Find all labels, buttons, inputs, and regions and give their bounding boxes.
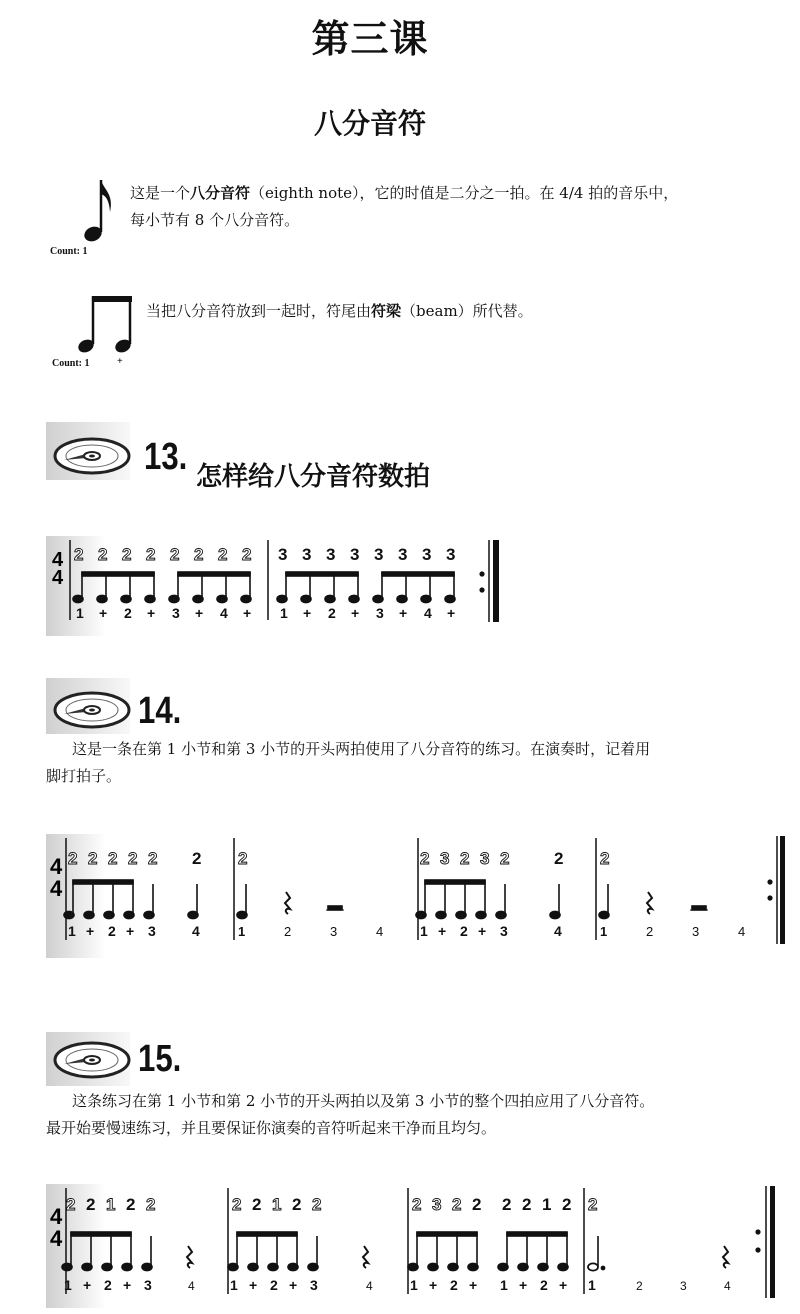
count: 2 [104,1277,112,1293]
counts-m4 [588,1277,731,1293]
count: + [126,923,135,939]
notes-m2 [237,884,344,919]
cd-icon[interactable] [52,690,132,730]
finger-number: 2 [252,1195,262,1214]
count-label: Count: 1 [52,358,90,369]
finger-number: 2 [588,1195,598,1214]
finger-numbers-m2 [278,545,455,564]
count: 3 [680,1279,687,1293]
beamed-eighth-notes-icon [68,294,134,356]
count: + [399,605,408,621]
desc-line: 这条练习在第 1 小节和第 2 小节的开头两拍以及第 3 小节的整个四拍应用了八分音符。 [72,1092,655,1110]
finger-number: 2 [312,1195,322,1214]
finger-number: 2 [562,1195,572,1214]
finger-number: 2 [170,545,180,564]
finger-number: 3 [350,545,360,564]
count: 1 [68,923,76,939]
finger-numbers-m1 [66,1195,155,1214]
repeat-end-barline [755,1186,775,1298]
desc-line: 最开始要慢速练习，并且要保证你演奏的音符听起来干净而且均匀。 [46,1119,497,1137]
finger-number: 2 [128,849,138,868]
counts-m3 [420,923,562,939]
intro-text: 当把八分音符放到一起时，符尾由 [146,302,372,320]
count: + [519,1277,528,1293]
notes-m1 [64,880,198,919]
notes-m4 [588,1236,728,1271]
finger-numbers-m1 [68,849,157,868]
count: + [83,1277,92,1293]
finger-numbers-m2 [232,1195,321,1214]
count: 1 [64,1277,72,1293]
finger-number: 3 [326,545,336,564]
finger-number: 3 [302,545,312,564]
eighth-note-icon [80,178,114,246]
intro-text: （eighth note），它的时值是二分之一拍。在 4/4 拍的音乐中， [250,184,679,202]
count: + [303,605,312,621]
count: 3 [376,605,384,621]
desc-line: 这是一条在第 1 小节和第 3 小节的开头两拍使用了八分音符的练习。在演奏时，记着用 [72,740,651,758]
count: 4 [192,923,200,939]
counts-m1 [76,605,251,621]
finger-number: 2 [600,849,610,868]
counts-m2 [230,1277,373,1293]
finger-number: 3 [398,545,408,564]
finger-number: 2 [242,545,252,564]
count: 2 [450,1277,458,1293]
count: 4 [220,605,228,621]
time-signature-top: 4 [50,854,63,879]
time-signature-top: 4 [52,549,64,571]
count: + [147,605,156,621]
count: 2 [284,924,292,939]
finger-number: 2 [472,1195,482,1214]
cd-icon[interactable] [52,1040,132,1080]
finger-number: 2 [192,849,202,868]
count: 4 [366,1279,373,1293]
count: 4 [554,923,562,939]
count: 1 [588,1277,596,1293]
intro-paragraph-2 [146,298,746,325]
finger-number: 2 [122,545,132,564]
count: 3 [692,924,700,939]
finger-number: 2 [412,1195,422,1214]
intro-text: （beam）所代替。 [401,302,533,320]
count: 3 [500,923,508,939]
count: + [123,1277,132,1293]
counts-m2 [280,605,455,621]
notes-m3 [408,1232,568,1271]
term-eighth-note: 八分音符 [190,184,251,202]
count: 3 [330,924,338,939]
term-beam: 符梁 [371,302,402,320]
repeat-end-barline [479,540,499,622]
count: 4 [376,924,384,939]
count: 4 [724,1279,731,1293]
count: + [351,605,360,621]
count: 2 [636,1279,643,1293]
finger-number: 2 [146,545,156,564]
exercise-14-staff [46,834,786,958]
count: + [469,1277,478,1293]
finger-number: 2 [66,1195,76,1214]
repeat-end-barline [767,836,785,944]
count: 2 [124,605,132,621]
finger-number: 2 [420,849,430,868]
count: + [195,605,204,621]
count: + [478,923,487,939]
count: 3 [172,605,180,621]
finger-number: 2 [502,1195,512,1214]
finger-number: 3 [440,849,450,868]
count: 1 [500,1277,508,1293]
intro-text: 这是一个 [130,184,191,202]
section-title: 八分音符 [313,107,426,140]
count: 4 [738,924,746,939]
count: 1 [76,605,84,621]
finger-number: 3 [480,849,490,868]
exercise-15-staff [46,1184,786,1308]
finger-number: 2 [68,849,78,868]
notes-m2 [277,572,455,603]
track-number: 14. [138,690,182,732]
notes-m2 [228,1232,368,1271]
finger-number: 2 [98,545,108,564]
counts-m1 [64,1277,195,1293]
finger-number: 2 [108,849,118,868]
finger-number: 2 [292,1195,302,1214]
count: 2 [646,924,654,939]
count: 4 [424,605,432,621]
finger-number: 2 [554,849,564,868]
finger-number: 2 [238,849,248,868]
finger-number: 2 [500,849,510,868]
finger-number: 1 [542,1195,552,1214]
count: 1 [410,1277,418,1293]
count: + [99,605,108,621]
counts-m4 [600,924,745,939]
finger-number: 3 [446,545,456,564]
intro-paragraph-1 [130,180,730,234]
finger-number: 2 [452,1195,462,1214]
count: + [438,923,447,939]
lesson-title: 第三课 [311,17,429,61]
count: 2 [460,923,468,939]
exercise-13-staff [46,536,506,636]
notes-m4 [599,884,708,919]
finger-number: 2 [232,1195,242,1214]
count: + [243,605,252,621]
count-plus: + [117,356,123,367]
intro-text: 每小节有 8 个八分音符。 [130,211,300,229]
cd-icon[interactable] [52,436,132,476]
count: + [429,1277,438,1293]
count: 1 [230,1277,238,1293]
time-signature-bottom: 4 [50,876,63,901]
count: + [86,923,95,939]
count: + [447,605,456,621]
count: 3 [310,1277,318,1293]
track-title: 怎样给八分音符数拍 [196,462,431,492]
finger-number: 2 [74,545,84,564]
finger-number: 2 [522,1195,532,1214]
desc-line: 脚打拍子。 [46,767,122,785]
count: 2 [108,923,116,939]
finger-number: 2 [88,849,98,868]
count: 2 [328,605,336,621]
track-number: 13. [144,436,188,478]
count: 3 [148,923,156,939]
finger-number: 2 [194,545,204,564]
count: + [559,1277,568,1293]
finger-number: 3 [422,545,432,564]
notes-m1 [62,1232,192,1271]
track-number: 15. [138,1038,182,1080]
time-signature-bottom: 4 [52,567,64,589]
finger-number: 2 [148,849,158,868]
finger-number: 3 [374,545,384,564]
count: 4 [188,1279,195,1293]
track-15-description [46,1088,746,1142]
finger-number: 2 [126,1195,136,1214]
finger-number: 1 [106,1195,116,1214]
finger-number: 2 [86,1195,96,1214]
time-signature-top: 4 [50,1204,63,1229]
count: 1 [420,923,428,939]
counts-m1 [68,923,200,939]
finger-number: 2 [218,545,228,564]
finger-numbers-m3 [412,1195,571,1214]
count: + [289,1277,298,1293]
count: + [249,1277,258,1293]
count: 1 [600,924,608,939]
count: 2 [540,1277,548,1293]
finger-numbers-m3 [420,849,509,868]
track-14-description [46,736,746,790]
finger-number: 3 [432,1195,442,1214]
notes-m3 [416,880,560,919]
count: 1 [280,605,288,621]
counts-m2 [238,924,383,939]
count: 2 [270,1277,278,1293]
notes-m1 [73,572,251,603]
count-label: Count: 1 [50,246,88,257]
finger-number: 2 [460,849,470,868]
counts-m3 [410,1277,567,1293]
finger-number: 2 [146,1195,156,1214]
finger-number: 3 [278,545,288,564]
finger-number: 1 [272,1195,282,1214]
finger-numbers-m1 [74,545,251,564]
count: 1 [238,924,246,939]
count: 3 [144,1277,152,1293]
time-signature-bottom: 4 [50,1226,63,1251]
